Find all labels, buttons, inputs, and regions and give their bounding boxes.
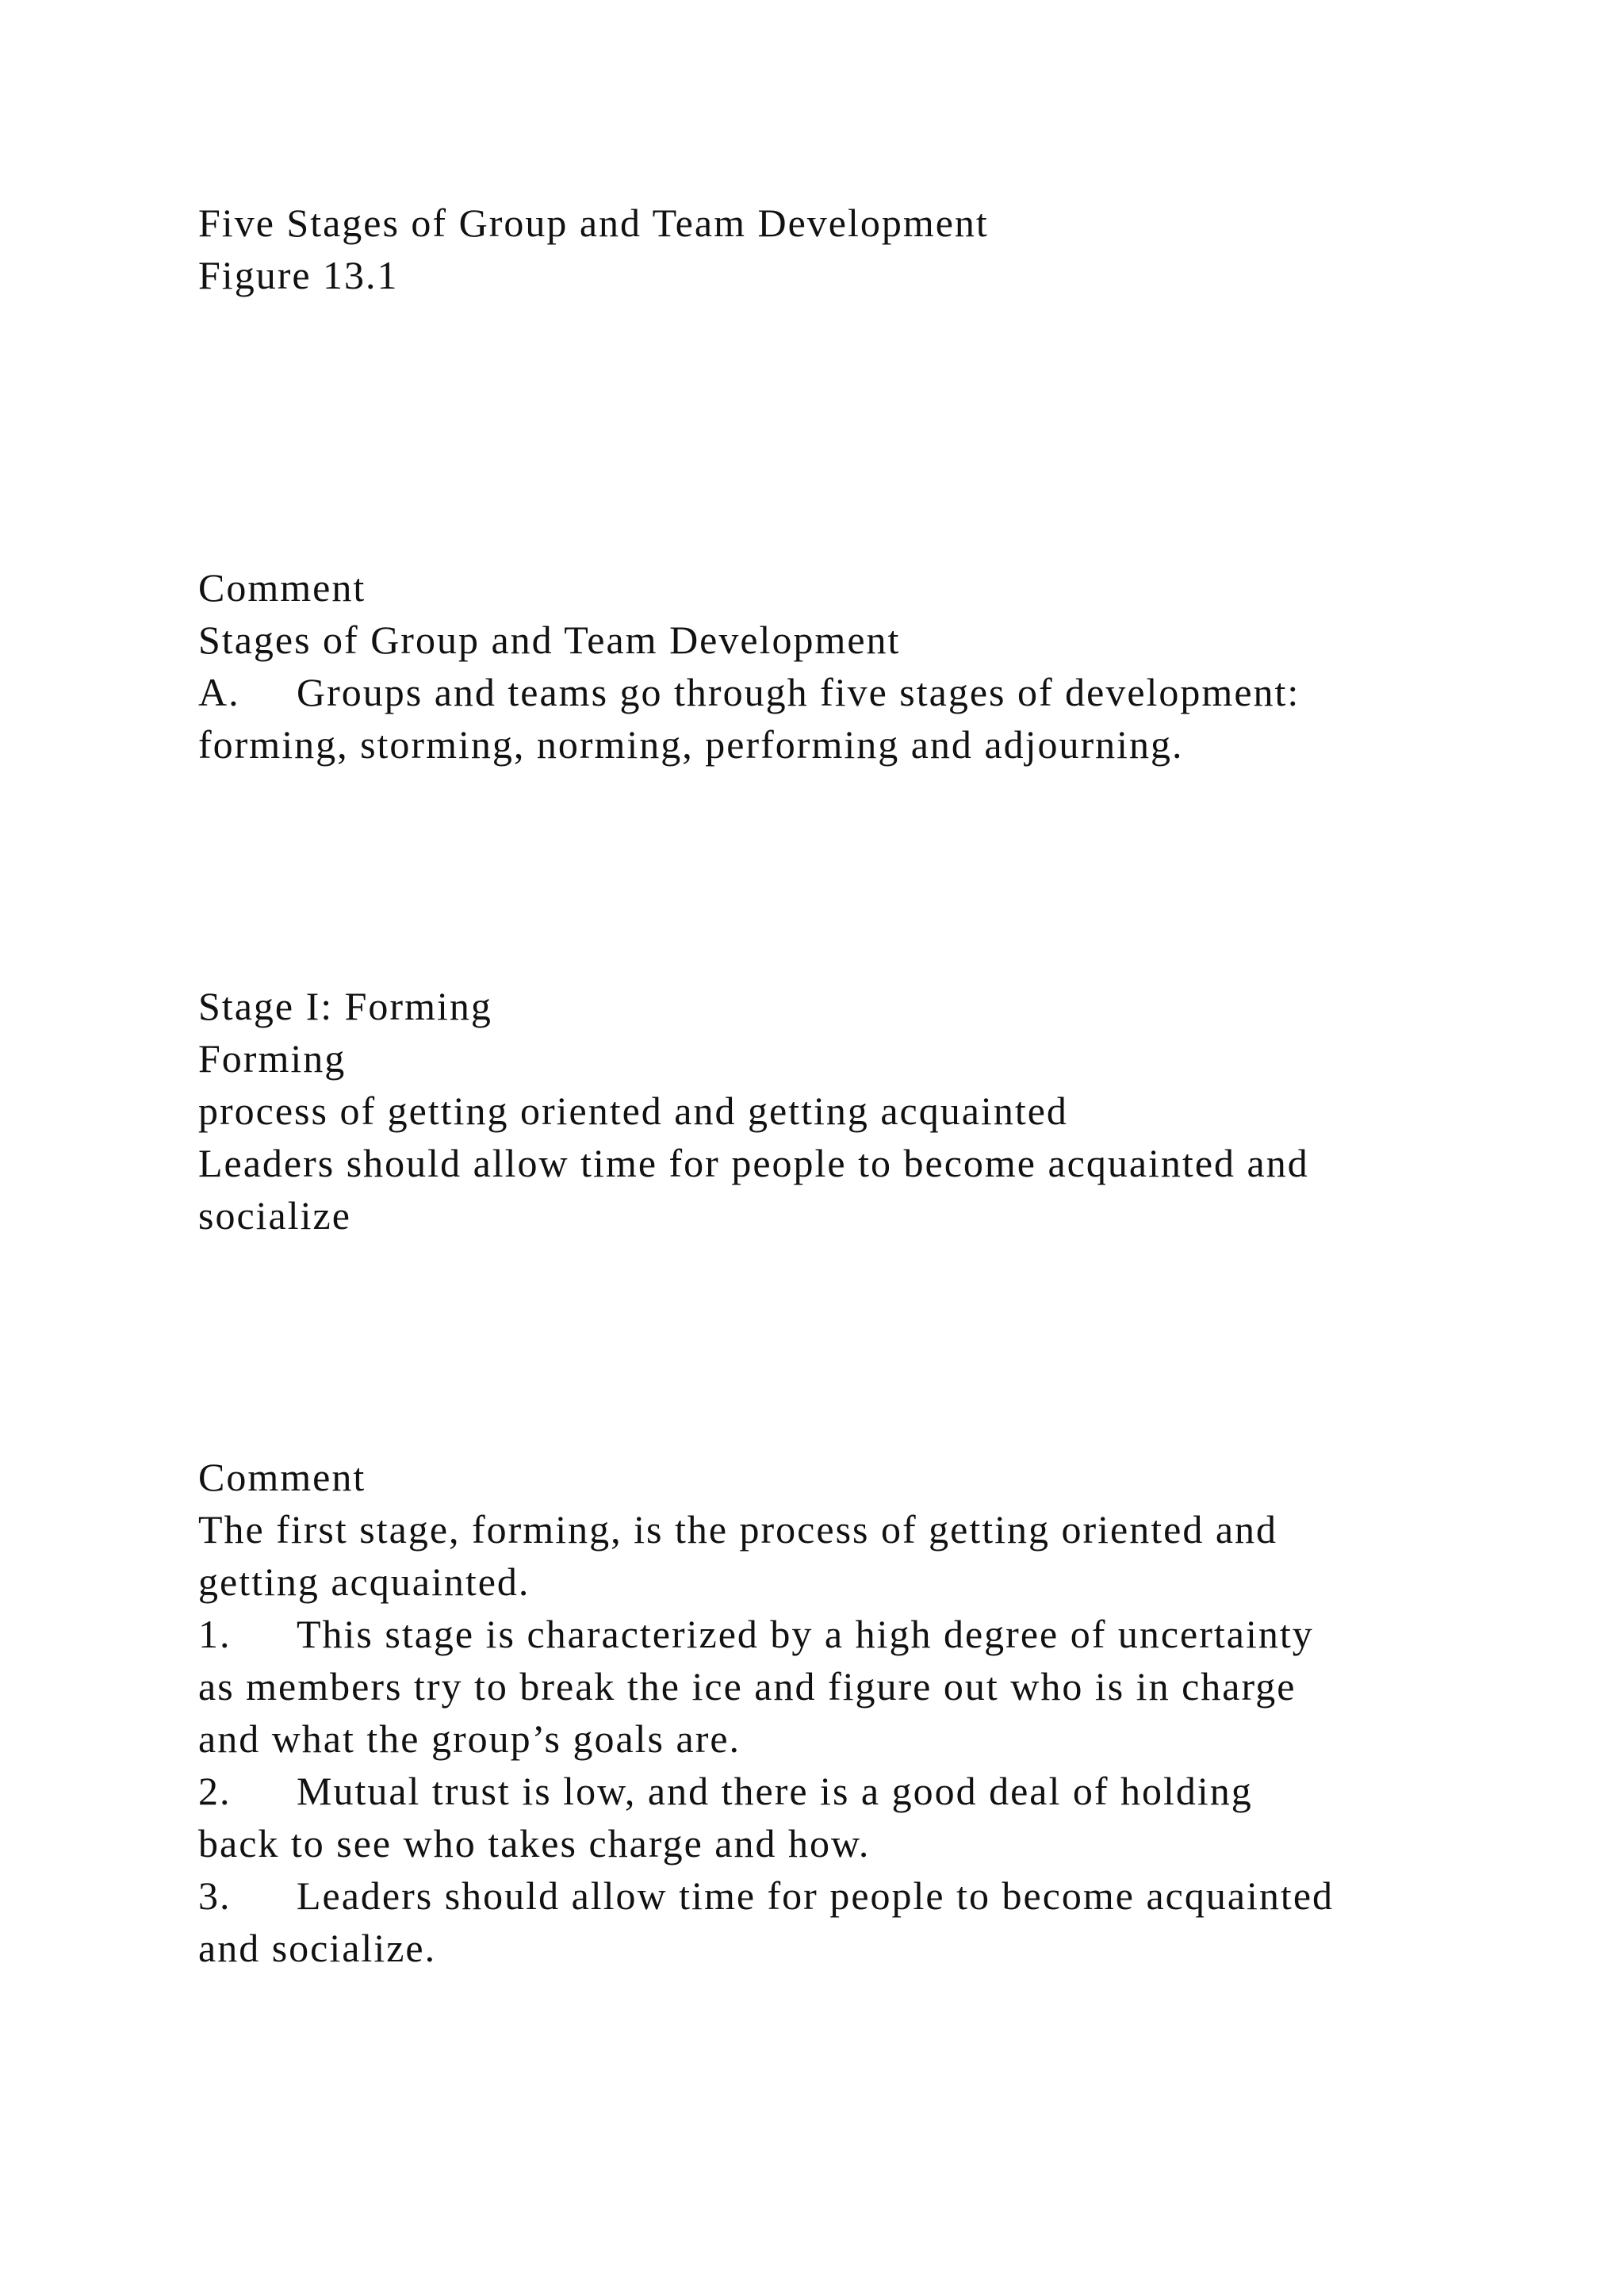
list-item-text: Groups and teams go through five stages of development: bbox=[297, 670, 1300, 714]
list-item-continuation: forming, storming, norming, performing and adjourning. bbox=[198, 722, 1184, 767]
list-marker: A. bbox=[198, 670, 240, 714]
term: Forming bbox=[198, 1036, 347, 1081]
list-item-continuation: and what the group’s goals are. bbox=[198, 1716, 741, 1761]
list-item-a bbox=[198, 666, 1300, 718]
list-marker: 1. bbox=[198, 1612, 232, 1656]
list-item-continuation: and socialize. bbox=[198, 1926, 437, 1970]
figure-caption: Figure 13.1 bbox=[198, 253, 399, 297]
section-heading: Stages of Group and Team Development bbox=[198, 618, 901, 662]
list-item-continuation: as members try to break the ice and figure out who is in charge bbox=[198, 1664, 1297, 1709]
document-title: Five Stages of Group and Team Development bbox=[198, 201, 989, 245]
list-marker: 3. bbox=[198, 1873, 232, 1918]
list-item-text: Leaders should allow time for people to become acquainted bbox=[297, 1873, 1335, 1918]
list-item-text: Mutual trust is low, and there is a good deal of holding bbox=[297, 1769, 1253, 1813]
list-item-3 bbox=[198, 1869, 1334, 1922]
body-line: Leaders should allow time for people to become acquainted and bbox=[198, 1141, 1309, 1185]
list-item-continuation: back to see who takes charge and how. bbox=[198, 1821, 871, 1866]
list-marker: 2. bbox=[198, 1769, 232, 1813]
body-line: getting acquainted. bbox=[198, 1559, 530, 1604]
stage-heading: Stage I: Forming bbox=[198, 984, 492, 1028]
list-item-2 bbox=[198, 1765, 1253, 1817]
comment-heading: Comment bbox=[198, 1455, 366, 1499]
body-line: The first stage, forming, is the process of getting oriented and bbox=[198, 1507, 1278, 1552]
list-item-text: This stage is characterized by a high degree of uncertainty bbox=[297, 1612, 1314, 1656]
list-item-1 bbox=[198, 1608, 1314, 1660]
definition: process of getting oriented and getting acquainted bbox=[198, 1089, 1068, 1133]
body-line: socialize bbox=[198, 1193, 351, 1238]
comment-heading: Comment bbox=[198, 565, 366, 610]
